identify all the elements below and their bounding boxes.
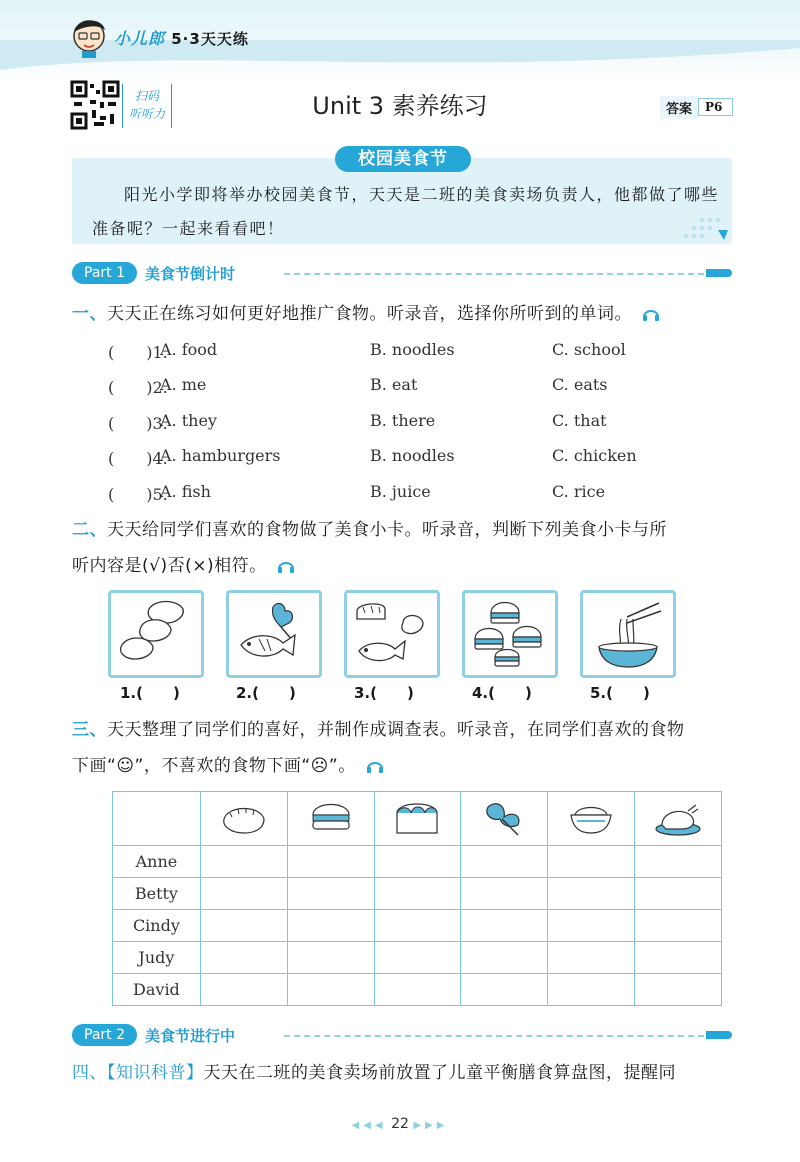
survey-header-row: [113, 792, 722, 846]
q1-answer-bracket[interactable]: ( )2.: [108, 378, 168, 397]
student-name: David: [113, 974, 201, 1006]
survey-food-header: [374, 792, 461, 846]
smile-icon: ☺: [116, 756, 135, 776]
card-answer-1[interactable]: 1.( ): [120, 684, 180, 702]
brand-logo: 小儿郎: [114, 29, 166, 48]
vegetable-icon: [478, 797, 530, 837]
food-card-noodles: [580, 590, 676, 678]
scan-label-line1: 扫码: [134, 89, 159, 103]
survey-cell[interactable]: [461, 974, 548, 1006]
q1-option-b: B. juice: [370, 482, 431, 501]
part1-header: [72, 262, 235, 284]
knowledge-tag: 【知识科普】: [107, 1063, 204, 1083]
intro-text: 阳光小学即将举办校园美食节，天天是二班的美食卖场负责人，他都做了哪些准备呢？一起来看看吧！: [92, 185, 720, 238]
survey-cell[interactable]: [287, 910, 374, 942]
survey-food-header: [461, 792, 548, 846]
food-card-bread-fish-chicken: [344, 590, 440, 678]
survey-cell[interactable]: [287, 878, 374, 910]
part1-title: 美食节倒计时: [145, 264, 236, 283]
food-card-dumplings: [108, 590, 204, 678]
q1-answer-bracket[interactable]: ( )3.: [108, 414, 168, 433]
q1-item: [108, 446, 728, 474]
food-card-hamburgers: [462, 590, 558, 678]
noodles-icon: [587, 597, 669, 671]
survey-cell[interactable]: [287, 942, 374, 974]
survey-cell[interactable]: [548, 878, 635, 910]
survey-cell[interactable]: [287, 846, 374, 878]
part1-pill: Part 1: [72, 262, 137, 284]
q1-option-c: C. chicken: [552, 446, 637, 465]
survey-cell[interactable]: [374, 942, 461, 974]
q1-option-b: B. eat: [370, 375, 418, 394]
question-1: [72, 296, 660, 332]
question-4-text: 天天在二班的美食卖场前放置了儿童平衡膳食算盘图，提醒同: [203, 1063, 676, 1083]
survey-cell[interactable]: [200, 878, 287, 910]
part1-divider: [284, 273, 704, 275]
q1-item: [108, 411, 728, 439]
card-answer-4[interactable]: 4.( ): [472, 684, 532, 702]
page-dots-left: ◀◀◀: [351, 1120, 387, 1131]
q1-answer-bracket[interactable]: ( )4.: [108, 449, 168, 468]
q1-option-c: C. that: [552, 411, 607, 430]
survey-food-header: [635, 792, 722, 846]
page-title: Unit 3 素养练习: [312, 92, 488, 120]
q1-item: [108, 375, 728, 403]
question-2-line2: 听内容是(√)否(×)相符。: [72, 556, 267, 576]
part2-pill: Part 2: [72, 1024, 137, 1046]
survey-cell[interactable]: [635, 846, 722, 878]
page-dots-right: ▶▶▶: [413, 1120, 449, 1131]
frown-icon: ☹: [310, 756, 329, 776]
dumplings-icon: [115, 597, 197, 671]
page-number-value: 22: [391, 1116, 409, 1132]
survey-cell[interactable]: [461, 846, 548, 878]
hamburgers-icon: [469, 597, 551, 671]
survey-cell[interactable]: [548, 942, 635, 974]
pencil-icon: [706, 269, 732, 277]
q1-option-a: A. fish: [160, 482, 211, 501]
survey-cell[interactable]: [374, 910, 461, 942]
survey-row: [113, 910, 722, 942]
q1-option-c: C. school: [552, 340, 626, 359]
headphone-icon[interactable]: [366, 758, 384, 774]
survey-cell[interactable]: [635, 942, 722, 974]
answer-label: 答案: [660, 96, 698, 119]
chicken-icon: [652, 797, 704, 837]
q1-item: [108, 482, 728, 510]
pencil-icon: [706, 1031, 732, 1039]
mascot-icon: [68, 14, 110, 58]
q1-option-a: A. me: [160, 375, 207, 394]
rice-icon: [565, 797, 617, 837]
student-name: Anne: [113, 846, 201, 878]
survey-cell[interactable]: [461, 942, 548, 974]
q1-answer-bracket[interactable]: ( )1.: [108, 343, 168, 362]
bread-icon: [391, 797, 443, 837]
q1-option-b: B. noodles: [370, 340, 455, 359]
answer-ref: [660, 96, 733, 118]
headphone-icon[interactable]: [642, 306, 660, 322]
brand-title: [114, 26, 249, 49]
q1-option-a: A. they: [160, 411, 217, 430]
student-name: Judy: [113, 942, 201, 974]
survey-cell[interactable]: [200, 942, 287, 974]
question-2-number: 二、: [72, 520, 107, 540]
question-4-number: 四、: [72, 1063, 107, 1083]
student-name: Betty: [113, 878, 201, 910]
q1-option-c: C. eats: [552, 375, 608, 394]
answer-page: P6: [698, 98, 733, 116]
survey-row: [113, 846, 722, 878]
decorative-dots-icon: [676, 200, 736, 246]
q1-option-c: C. rice: [552, 482, 606, 501]
question-3-line1: 天天整理了同学们的喜好，并制作成调查表。听录音，在同学们喜欢的食物: [107, 720, 685, 740]
part2-title: 美食节进行中: [145, 1026, 236, 1045]
fish-vegetables-icon: [233, 597, 315, 671]
hamburger-icon: [305, 797, 357, 837]
question-1-text: 天天正在练习如何更好地推广食物。听录音，选择你所听到的单词。: [107, 304, 632, 324]
survey-cell[interactable]: [548, 846, 635, 878]
question-3-number: 三、: [72, 720, 107, 740]
scan-label-line2: 听听力: [128, 107, 165, 121]
survey-food-header: [548, 792, 635, 846]
page-number: [0, 1116, 800, 1132]
card-answer-5[interactable]: 5.( ): [590, 684, 650, 702]
brand-series: 5·3天天练: [171, 30, 249, 48]
survey-cell[interactable]: [374, 878, 461, 910]
question-1-number: 一、: [72, 304, 107, 324]
q1-option-b: B. there: [370, 411, 436, 430]
survey-cell[interactable]: [200, 974, 287, 1006]
survey-cell[interactable]: [374, 846, 461, 878]
survey-cell[interactable]: [374, 974, 461, 1006]
survey-cell[interactable]: [635, 974, 722, 1006]
survey-row: [113, 942, 722, 974]
survey-cell[interactable]: [548, 910, 635, 942]
survey-table: [112, 791, 722, 1006]
survey-cell[interactable]: [287, 974, 374, 1006]
dumpling-icon: [218, 797, 270, 837]
q1-item: [108, 340, 728, 368]
survey-cell[interactable]: [635, 910, 722, 942]
survey-cell[interactable]: [461, 910, 548, 942]
question-4: [72, 1058, 676, 1083]
student-name: Cindy: [113, 910, 201, 942]
q1-option-b: B. noodles: [370, 446, 455, 465]
card-answer-3[interactable]: 3.( ): [354, 684, 414, 702]
survey-cell[interactable]: [635, 878, 722, 910]
survey-food-header: [200, 792, 287, 846]
q1-option-a: A. food: [160, 340, 218, 359]
survey-corner-cell: [113, 792, 201, 846]
survey-cell[interactable]: [200, 846, 287, 878]
question-3-line2-post: ”。: [328, 756, 356, 776]
part2-header: [72, 1024, 235, 1046]
q1-option-a: A. hamburgers: [160, 446, 281, 465]
survey-cell[interactable]: [200, 910, 287, 942]
question-3-line2-pre: 下画“: [72, 756, 117, 776]
food-card-fish-vegetables: [226, 590, 322, 678]
part2-divider: [284, 1035, 704, 1037]
q1-answer-bracket[interactable]: ( )5.: [108, 485, 168, 504]
question-3-line2-mid: ”，不喜欢的食物下画“: [134, 756, 311, 776]
question-3: [72, 712, 685, 784]
card-answer-2[interactable]: 2.( ): [236, 684, 296, 702]
survey-row: [113, 974, 722, 1006]
survey-cell[interactable]: [461, 878, 548, 910]
survey-food-header: [287, 792, 374, 846]
survey-cell[interactable]: [548, 974, 635, 1006]
bread-fish-chicken-icon: [351, 597, 433, 671]
question-2-line1: 天天给同学们喜欢的食物做了美食小卡。听录音，判断下列美食小卡与所: [107, 520, 667, 540]
headphone-icon[interactable]: [277, 558, 295, 574]
intro-tag: 校园美食节: [335, 146, 471, 172]
survey-row: [113, 878, 722, 910]
question-2: [72, 512, 667, 584]
